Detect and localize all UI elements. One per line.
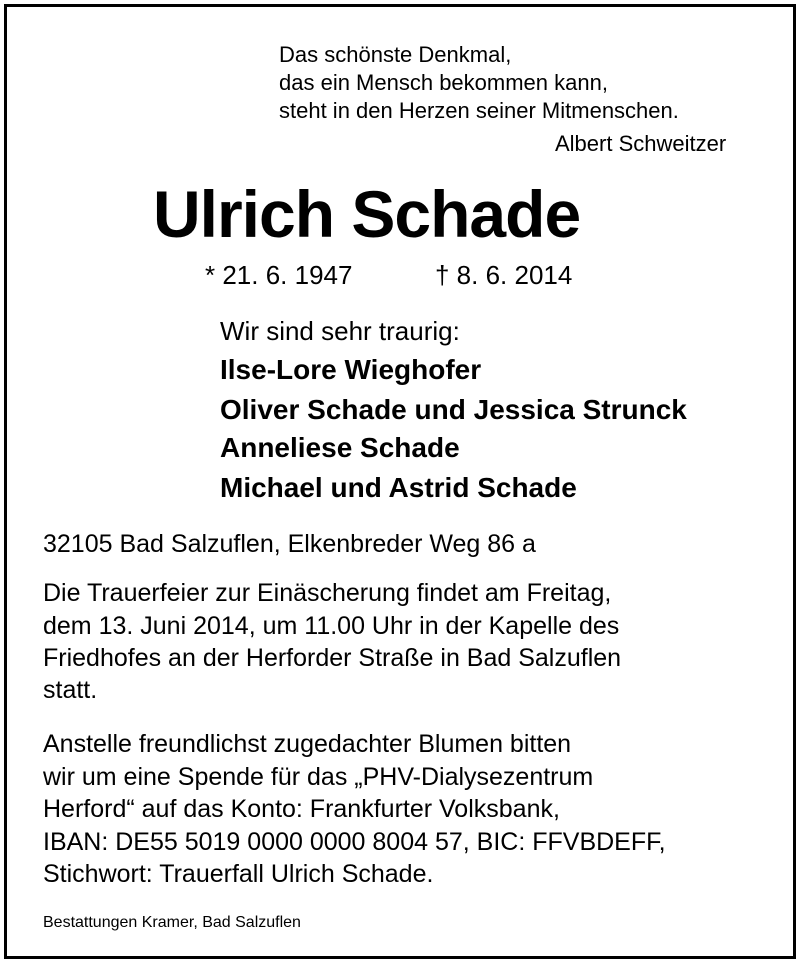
quote-line: Das schönste Denkmal,	[279, 42, 512, 67]
quote-line: das ein Mensch bekommen kann,	[279, 70, 608, 95]
donation-line: IBAN: DE55 5019 0000 0000 8004 57, BIC: FFVBDEFF,	[43, 828, 666, 856]
donation-line: Anstelle freundlichst zugedachter Blumen bitten	[43, 730, 572, 758]
mourner-name: Anneliese Schade	[220, 432, 460, 463]
mourners-intro: Wir sind sehr traurig:	[220, 316, 460, 346]
funeral-home: Bestattungen Kramer, Bad Salzuflen	[43, 914, 301, 931]
mourner-name: Oliver Schade und Jessica Strunck	[220, 394, 687, 425]
funeral-line: statt.	[43, 676, 98, 704]
donation-line: wir um eine Spende für das „PHV-Dialysezentrum	[43, 763, 594, 791]
quote-line: steht in den Herzen seiner Mitmenschen.	[279, 98, 679, 123]
donation-line: Herford“ auf das Konto: Frankfurter Volksbank,	[43, 795, 560, 823]
funeral-line: dem 13. Juni 2014, um 11.00 Uhr in der Kapelle des	[43, 612, 620, 640]
birth-date: * 21. 6. 1947	[205, 260, 353, 290]
mourner-name: Michael und Astrid Schade	[220, 472, 577, 503]
funeral-line: Friedhofes an der Herforder Straße in Bad Salzuflen	[43, 644, 622, 672]
deceased-name: Ulrich Schade	[153, 177, 581, 251]
death-date: † 8. 6. 2014	[435, 260, 573, 290]
donation-line: Stichwort: Trauerfall Ulrich Schade.	[43, 860, 434, 888]
funeral-line: Die Trauerfeier zur Einäscherung findet am Freitag,	[43, 579, 612, 607]
obituary-frame	[4, 4, 796, 959]
quote-author: Albert Schweitzer	[555, 131, 727, 156]
mourner-name: Ilse-Lore Wieghofer	[220, 354, 482, 385]
address: 32105 Bad Salzuflen, Elkenbreder Weg 86 a	[43, 530, 536, 558]
